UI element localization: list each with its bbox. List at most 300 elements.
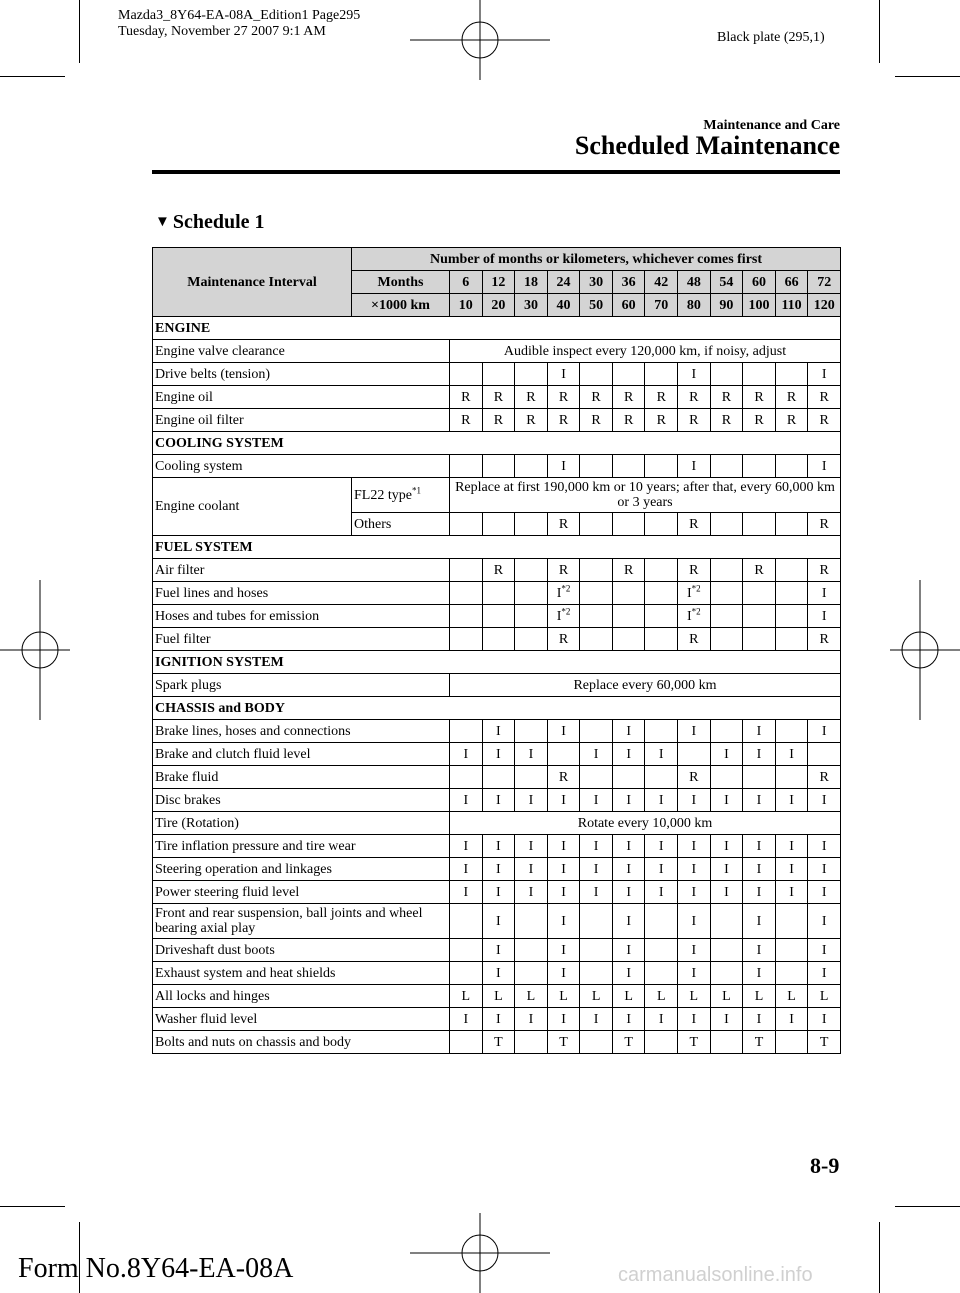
schedule-cell: I [547, 962, 580, 985]
km-cell: 10 [450, 294, 483, 317]
schedule-cell: I [450, 789, 483, 812]
table-row [153, 881, 841, 904]
schedule-cell: I [710, 835, 743, 858]
schedule-cell: I [482, 881, 515, 904]
schedule-cell: R [482, 386, 515, 409]
schedule-cell [450, 962, 483, 985]
schedule-cell: I [547, 789, 580, 812]
schedule-cell [450, 513, 483, 536]
schedule-cell: I [515, 835, 548, 858]
schedule-cell [710, 455, 743, 478]
schedule-cell: R [808, 766, 841, 789]
schedule-cell [580, 513, 613, 536]
table-row [153, 340, 841, 363]
schedule-cell [580, 455, 613, 478]
schedule-cell: I [547, 720, 580, 743]
schedule-cell: I [678, 789, 711, 812]
schedule-cell [775, 628, 808, 651]
schedule-cell [645, 962, 678, 985]
schedule-cell: R [547, 559, 580, 582]
schedule-cell: I [482, 858, 515, 881]
schedule-cell: I [482, 720, 515, 743]
schedule-cell: I [515, 1008, 548, 1031]
schedule-cell [775, 582, 808, 605]
schedule-cell: I [808, 582, 841, 605]
schedule-cell: I [645, 1008, 678, 1031]
schedule-cell [515, 455, 548, 478]
schedule-cell [645, 720, 678, 743]
km-cell: 110 [775, 294, 808, 317]
group-heading: FUEL SYSTEM [153, 536, 841, 559]
schedule-cell: L [743, 985, 776, 1008]
item-label: Brake lines, hoses and connections [153, 720, 450, 743]
schedule-cell [450, 559, 483, 582]
schedule-heading [155, 211, 265, 234]
interval-header: Maintenance Interval [153, 248, 352, 317]
month-cell: 6 [450, 271, 483, 294]
schedule-cell: I [580, 1008, 613, 1031]
schedule-cell [645, 513, 678, 536]
schedule-cell: I [678, 363, 711, 386]
schedule-cell: I [808, 904, 841, 939]
item-label: Cooling system [153, 455, 450, 478]
group-heading: CHASSIS and BODY [153, 697, 841, 720]
schedule-cell [645, 363, 678, 386]
schedule-cell: R [580, 409, 613, 432]
schedule-cell: I [547, 1008, 580, 1031]
schedule-cell [547, 743, 580, 766]
km-cell: 100 [743, 294, 776, 317]
schedule-cell [743, 582, 776, 605]
schedule-cell: I [612, 743, 645, 766]
schedule-cell: I [450, 835, 483, 858]
schedule-cell: I [808, 962, 841, 985]
table-row [153, 904, 841, 939]
schedule-cell [482, 455, 515, 478]
schedule-cell: I [612, 835, 645, 858]
schedule-cell: L [515, 985, 548, 1008]
group-heading: COOLING SYSTEM [153, 432, 841, 455]
schedule-cell: L [775, 985, 808, 1008]
schedule-cell [515, 513, 548, 536]
schedule-cell [743, 455, 776, 478]
schedule-cell: L [482, 985, 515, 1008]
print-info-file: Mazda3_8Y64-EA-08A_Edition1 Page295 [118, 8, 361, 23]
schedule-cell: I [547, 835, 580, 858]
item-label: Fuel filter [153, 628, 450, 651]
schedule-cell: I [808, 363, 841, 386]
km-cell: 40 [547, 294, 580, 317]
schedule-cell: R [450, 409, 483, 432]
month-cell: 48 [678, 271, 711, 294]
schedule-cell [482, 513, 515, 536]
registration-mark-bottom [410, 1213, 550, 1293]
schedule-cell: I [808, 720, 841, 743]
schedule-cell [450, 904, 483, 939]
schedule-cell [710, 559, 743, 582]
schedule-cell: R [547, 628, 580, 651]
schedule-cell: I [482, 1008, 515, 1031]
schedule-cell [645, 1031, 678, 1054]
km-cell: 120 [808, 294, 841, 317]
schedule-cell [775, 939, 808, 962]
schedule-cell: I [612, 904, 645, 939]
schedule-cell: I [645, 881, 678, 904]
schedule-cell [515, 605, 548, 628]
schedule-cell: R [515, 386, 548, 409]
month-cell: 72 [808, 271, 841, 294]
schedule-cell: I [580, 858, 613, 881]
schedule-cell: T [547, 1031, 580, 1054]
schedule-cell: L [450, 985, 483, 1008]
group-heading: IGNITION SYSTEM [153, 651, 841, 674]
schedule-cell [645, 939, 678, 962]
item-label: Washer fluid level [153, 1008, 450, 1031]
schedule-cell: I [743, 858, 776, 881]
schedule-cell: L [808, 985, 841, 1008]
schedule-cell [645, 628, 678, 651]
schedule-cell: I [775, 743, 808, 766]
schedule-cell [645, 605, 678, 628]
schedule-cell: R [678, 628, 711, 651]
table-row [153, 835, 841, 858]
schedule-cell: I [645, 789, 678, 812]
months-label: Months [352, 271, 450, 294]
schedule-cell [743, 363, 776, 386]
schedule-cell: I [710, 1008, 743, 1031]
schedule-cell: I [710, 858, 743, 881]
schedule-cell [580, 904, 613, 939]
schedule-cell: I [808, 455, 841, 478]
schedule-cell [612, 363, 645, 386]
schedule-cell [450, 582, 483, 605]
schedule-cell: I [515, 858, 548, 881]
schedule-cell [612, 628, 645, 651]
schedule-cell: I [808, 835, 841, 858]
schedule-cell: I [808, 939, 841, 962]
span-note: Replace every 60,000 km [450, 674, 841, 697]
registration-mark-top [410, 0, 550, 80]
schedule-cell: T [743, 1031, 776, 1054]
schedule-cell: I [515, 881, 548, 904]
schedule-cell: R [743, 386, 776, 409]
print-info [118, 8, 360, 40]
schedule-cell: I [450, 1008, 483, 1031]
schedule-cell: I [580, 743, 613, 766]
schedule-cell [580, 962, 613, 985]
schedule-cell [580, 628, 613, 651]
footnote-marker: *1 [411, 484, 421, 495]
schedule-cell: I [743, 962, 776, 985]
month-cell: 24 [547, 271, 580, 294]
schedule-cell: I [678, 1008, 711, 1031]
table-row [153, 743, 841, 766]
schedule-cell: R [808, 386, 841, 409]
registration-mark-left [0, 580, 70, 720]
schedule-cell: I [775, 858, 808, 881]
schedule-cell [710, 904, 743, 939]
schedule-cell [482, 605, 515, 628]
table-row [153, 363, 841, 386]
footnote-marker: *2 [561, 605, 571, 616]
schedule-cell: I [775, 789, 808, 812]
schedule-cell [515, 1031, 548, 1054]
schedule-cell [775, 363, 808, 386]
footnote-marker: *2 [561, 582, 571, 593]
schedule-cell [612, 455, 645, 478]
group-row [153, 432, 841, 455]
schedule-cell [710, 582, 743, 605]
schedule-cell: I [775, 881, 808, 904]
km-label: ×1000 km [352, 294, 450, 317]
schedule-cell: R [645, 386, 678, 409]
table-row [153, 962, 841, 985]
group-heading: ENGINE [153, 317, 841, 340]
schedule-cell: I [710, 743, 743, 766]
schedule-cell [450, 1031, 483, 1054]
group-row [153, 651, 841, 674]
item-label: All locks and hinges [153, 985, 450, 1008]
schedule-cell [743, 628, 776, 651]
schedule-cell: R [547, 513, 580, 536]
schedule-cell: T [808, 1031, 841, 1054]
schedule-cell: I [612, 962, 645, 985]
item-label: Front and rear suspension, ball joints and wheel bearing axial play [153, 904, 450, 939]
schedule-cell: R [808, 409, 841, 432]
schedule-cell: I [743, 743, 776, 766]
schedule-cell: R [678, 386, 711, 409]
watermark: carmanualsonline.info [618, 1264, 813, 1286]
schedule-cell [645, 582, 678, 605]
sub-item-label [352, 478, 450, 513]
span-note: Replace at first 190,000 km or 10 years; after that, every 60,000 km or 3 years [450, 478, 841, 513]
schedule-cell [775, 1031, 808, 1054]
schedule-cell: I [743, 789, 776, 812]
schedule-cell: I [678, 720, 711, 743]
item-label: Fuel lines and hoses [153, 582, 450, 605]
schedule-cell: I [808, 1008, 841, 1031]
section-label: Maintenance and Care [703, 118, 840, 133]
schedule-cell [580, 582, 613, 605]
schedule-cell: I [482, 939, 515, 962]
schedule-cell: T [678, 1031, 711, 1054]
item-label: Tire inflation pressure and tire wear [153, 835, 450, 858]
sub-item-text: FL22 type [354, 487, 412, 503]
schedule-cell: I [547, 363, 580, 386]
schedule-cell: I [678, 835, 711, 858]
schedule-cell: I [482, 743, 515, 766]
item-label: Engine valve clearance [153, 340, 450, 363]
schedule-cell: I [710, 789, 743, 812]
schedule-cell: I [678, 939, 711, 962]
schedule-cell: I [678, 858, 711, 881]
table-row [153, 1031, 841, 1054]
footnote-marker: *2 [691, 605, 701, 616]
schedule-cell: R [678, 559, 711, 582]
schedule-cell: L [678, 985, 711, 1008]
item-label: Brake fluid [153, 766, 450, 789]
schedule-cell [612, 605, 645, 628]
schedule-cell: I [743, 835, 776, 858]
schedule-cell: I [612, 881, 645, 904]
table-row [153, 386, 841, 409]
schedule-cell [743, 766, 776, 789]
schedule-cell [710, 1031, 743, 1054]
schedule-cell [580, 559, 613, 582]
schedule-cell: I [808, 605, 841, 628]
form-number: Form No.8Y64-EA-08A [18, 1253, 294, 1284]
schedule-cell: L [645, 985, 678, 1008]
schedule-cell: I [612, 858, 645, 881]
schedule-cell: I [645, 743, 678, 766]
schedule-cell: I [743, 939, 776, 962]
item-label: Engine oil filter [153, 409, 450, 432]
schedule-cell: I [547, 455, 580, 478]
item-label: Disc brakes [153, 789, 450, 812]
schedule-cell: R [743, 559, 776, 582]
schedule-cell [645, 455, 678, 478]
schedule-cell: I [645, 835, 678, 858]
schedule-cell: R [678, 513, 711, 536]
sub-item-text: Others [354, 516, 392, 532]
schedule-cell [450, 766, 483, 789]
schedule-cell [710, 513, 743, 536]
table-row [153, 674, 841, 697]
month-cell: 54 [710, 271, 743, 294]
title-rule [152, 170, 840, 174]
schedule-cell [515, 766, 548, 789]
schedule-cell: $I^{*2}$ [547, 582, 580, 605]
month-cell: 42 [645, 271, 678, 294]
item-label: Brake and clutch fluid level [153, 743, 450, 766]
schedule-cell: I [678, 962, 711, 985]
km-cell: 80 [678, 294, 711, 317]
schedule-cell: I [678, 904, 711, 939]
item-label: Air filter [153, 559, 450, 582]
schedule-cell: I [743, 720, 776, 743]
schedule-cell: I [678, 881, 711, 904]
schedule-cell [645, 559, 678, 582]
schedule-cell: I [808, 858, 841, 881]
schedule-cell: I [775, 835, 808, 858]
table-row [153, 409, 841, 432]
schedule-cell: I [547, 881, 580, 904]
schedule-cell: R [515, 409, 548, 432]
footnote-marker: *2 [691, 582, 701, 593]
schedule-cell: I [547, 939, 580, 962]
km-cell: 70 [645, 294, 678, 317]
table-row [153, 478, 841, 513]
schedule-cell [775, 455, 808, 478]
schedule-cell: R [775, 409, 808, 432]
km-cell: 30 [515, 294, 548, 317]
item-label: Power steering fluid level [153, 881, 450, 904]
schedule-cell: I [678, 455, 711, 478]
schedule-cell: R [547, 409, 580, 432]
schedule-cell: I [482, 962, 515, 985]
schedule-cell [775, 962, 808, 985]
period-header: Number of months or kilometers, whichever comes first [352, 248, 841, 271]
table-row [153, 985, 841, 1008]
schedule-cell: I [450, 881, 483, 904]
schedule-cell: I [775, 1008, 808, 1031]
schedule-cell: R [645, 409, 678, 432]
schedule-cell: R [612, 386, 645, 409]
schedule-cell: I [743, 1008, 776, 1031]
schedule-cell: R [710, 386, 743, 409]
table-row [153, 605, 841, 628]
schedule-cell [515, 628, 548, 651]
schedule-cell [710, 628, 743, 651]
table-row [153, 1008, 841, 1031]
schedule-cell [580, 363, 613, 386]
schedule-cell [580, 766, 613, 789]
schedule-cell: I [515, 789, 548, 812]
schedule-cell [580, 1031, 613, 1054]
schedule-cell [450, 720, 483, 743]
group-row [153, 697, 841, 720]
schedule-cell: I [808, 789, 841, 812]
registration-mark-right [890, 580, 960, 720]
schedule-cell: R [710, 409, 743, 432]
month-cell: 36 [612, 271, 645, 294]
schedule-cell: I [580, 881, 613, 904]
schedule-cell: I [450, 858, 483, 881]
schedule-cell [482, 766, 515, 789]
km-cell: 60 [612, 294, 645, 317]
schedule-cell [450, 939, 483, 962]
schedule-cell [710, 766, 743, 789]
schedule-cell [612, 582, 645, 605]
table-row [153, 858, 841, 881]
table-row [153, 582, 841, 605]
schedule-cell [645, 904, 678, 939]
schedule-cell [450, 455, 483, 478]
maintenance-schedule-table [152, 247, 841, 1054]
item-label: Steering operation and linkages [153, 858, 450, 881]
schedule-cell: L [710, 985, 743, 1008]
schedule-cell [482, 363, 515, 386]
schedule-cell: I [515, 743, 548, 766]
schedule-cell [612, 766, 645, 789]
schedule-cell: L [580, 985, 613, 1008]
schedule-cell [775, 766, 808, 789]
schedule-cell [775, 904, 808, 939]
schedule-cell [515, 939, 548, 962]
schedule-cell: I [612, 1008, 645, 1031]
schedule-cell: I [450, 743, 483, 766]
schedule-cell: I [710, 881, 743, 904]
item-label: Engine coolant [153, 478, 352, 536]
page-number: 8-9 [810, 1153, 840, 1178]
schedule-cell: I [482, 835, 515, 858]
month-cell: 18 [515, 271, 548, 294]
month-cell: 60 [743, 271, 776, 294]
item-label: Driveshaft dust boots [153, 939, 450, 962]
schedule-cell [450, 605, 483, 628]
item-label: Drive belts (tension) [153, 363, 450, 386]
group-row [153, 317, 841, 340]
schedule-cell: R [612, 559, 645, 582]
schedule-cell: T [482, 1031, 515, 1054]
schedule-cell: R [775, 386, 808, 409]
schedule-cell: I [482, 789, 515, 812]
km-cell: 90 [710, 294, 743, 317]
schedule-cell: I [612, 789, 645, 812]
schedule-cell: I [743, 881, 776, 904]
schedule-cell: L [612, 985, 645, 1008]
item-label: Bolts and nuts on chassis and body [153, 1031, 450, 1054]
